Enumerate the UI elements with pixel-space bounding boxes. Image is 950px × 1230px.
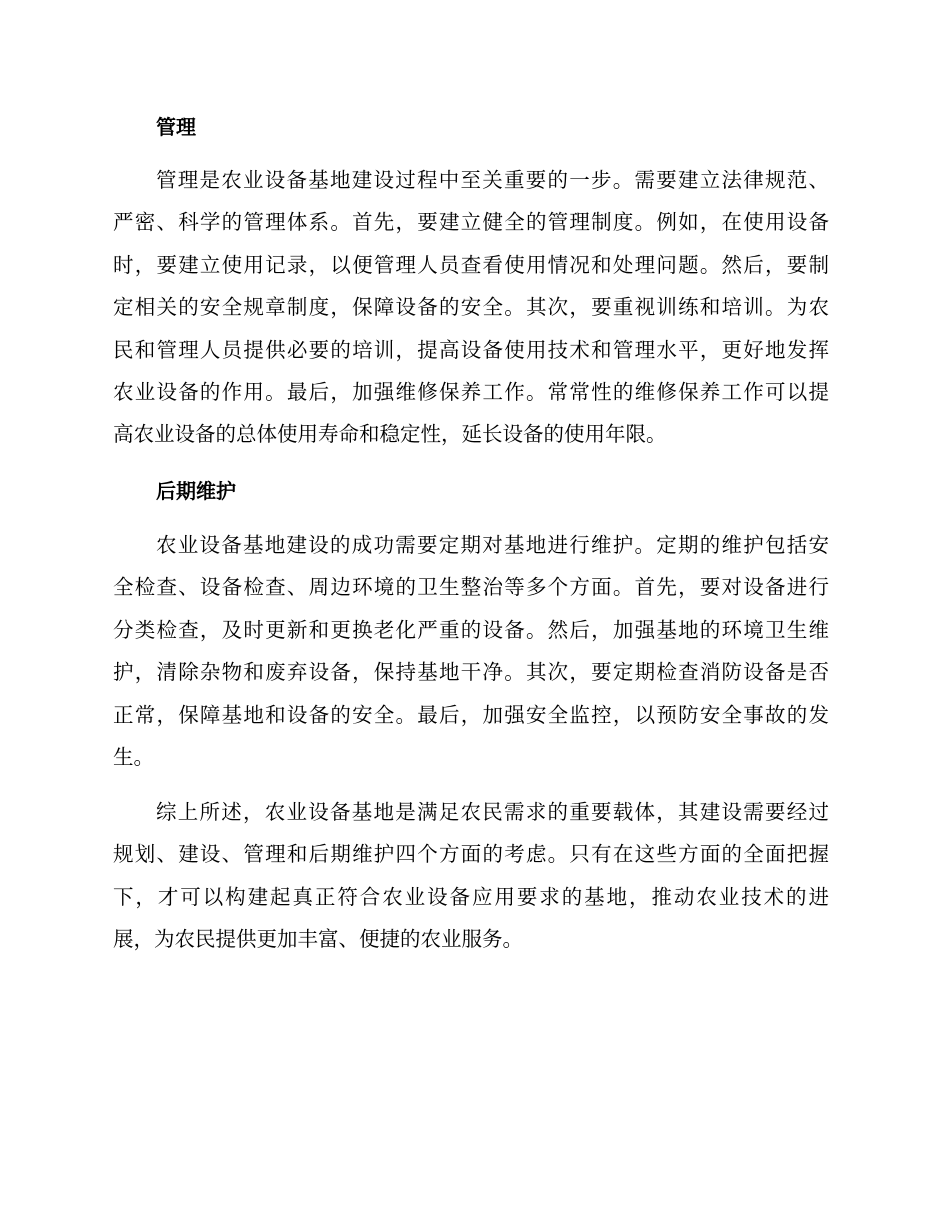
paragraph-line: 护，清除杂物和废弃设备，保持基地干净。其次，要定期检查消防设备是否 xyxy=(113,660,829,685)
paragraph-line: 高农业设备的总体使用寿命和稳定性，延长设备的使用年限。 xyxy=(113,422,667,447)
paragraph-conclusion xyxy=(113,791,829,961)
paragraph-line: 规划、建设、管理和后期维护四个方面的考虑。只有在这些方面的全面把握 xyxy=(113,842,829,867)
paragraph-line: 管理是农业设备基地建设过程中至关重要的一步。需要建立法律规范、 xyxy=(156,168,829,192)
paragraph-maintenance xyxy=(113,524,829,778)
paragraph-line: 展，为农民提供更加丰富、便捷的农业服务。 xyxy=(113,927,523,952)
paragraph-line: 民和管理人员提供必要的培训，提高设备使用技术和管理水平，更好地发挥 xyxy=(113,337,829,362)
paragraph-line: 定相关的安全规章制度，保障设备的安全。其次，要重视训练和培训。为农 xyxy=(113,295,829,320)
paragraph-line: 全检查、设备检查、周边环境的卫生整治等多个方面。首先，要对设备进行 xyxy=(113,575,829,600)
paragraph-line: 正常，保障基地和设备的安全。最后，加强安全监控，以预防安全事故的发 xyxy=(113,702,829,727)
section-heading-management: 管理 xyxy=(156,115,196,139)
paragraph-line: 农业设备的作用。最后，加强维修保养工作。常常性的维修保养工作可以提 xyxy=(113,379,829,404)
section-heading-maintenance: 后期维护 xyxy=(156,479,236,503)
paragraph-line: 下，才可以构建起真正符合农业设备应用要求的基地，推动农业技术的进 xyxy=(113,884,829,909)
paragraph-line: 生。 xyxy=(113,744,154,769)
paragraph-line: 综上所述，农业设备基地是满足农民需求的重要载体，其建设需要经过 xyxy=(156,800,829,824)
paragraph-line: 时，要建立使用记录，以便管理人员查看使用情况和处理问题。然后，要制 xyxy=(113,252,829,277)
paragraph-line: 分类检查，及时更新和更换老化严重的设备。然后，加强基地的环境卫生维 xyxy=(113,617,829,642)
paragraph-line: 严密、科学的管理体系。首先，要建立健全的管理制度。例如，在使用设备 xyxy=(113,210,829,235)
paragraph-line: 农业设备基地建设的成功需要定期对基地进行维护。定期的维护包括安 xyxy=(156,533,829,557)
paragraph-management xyxy=(113,159,829,456)
